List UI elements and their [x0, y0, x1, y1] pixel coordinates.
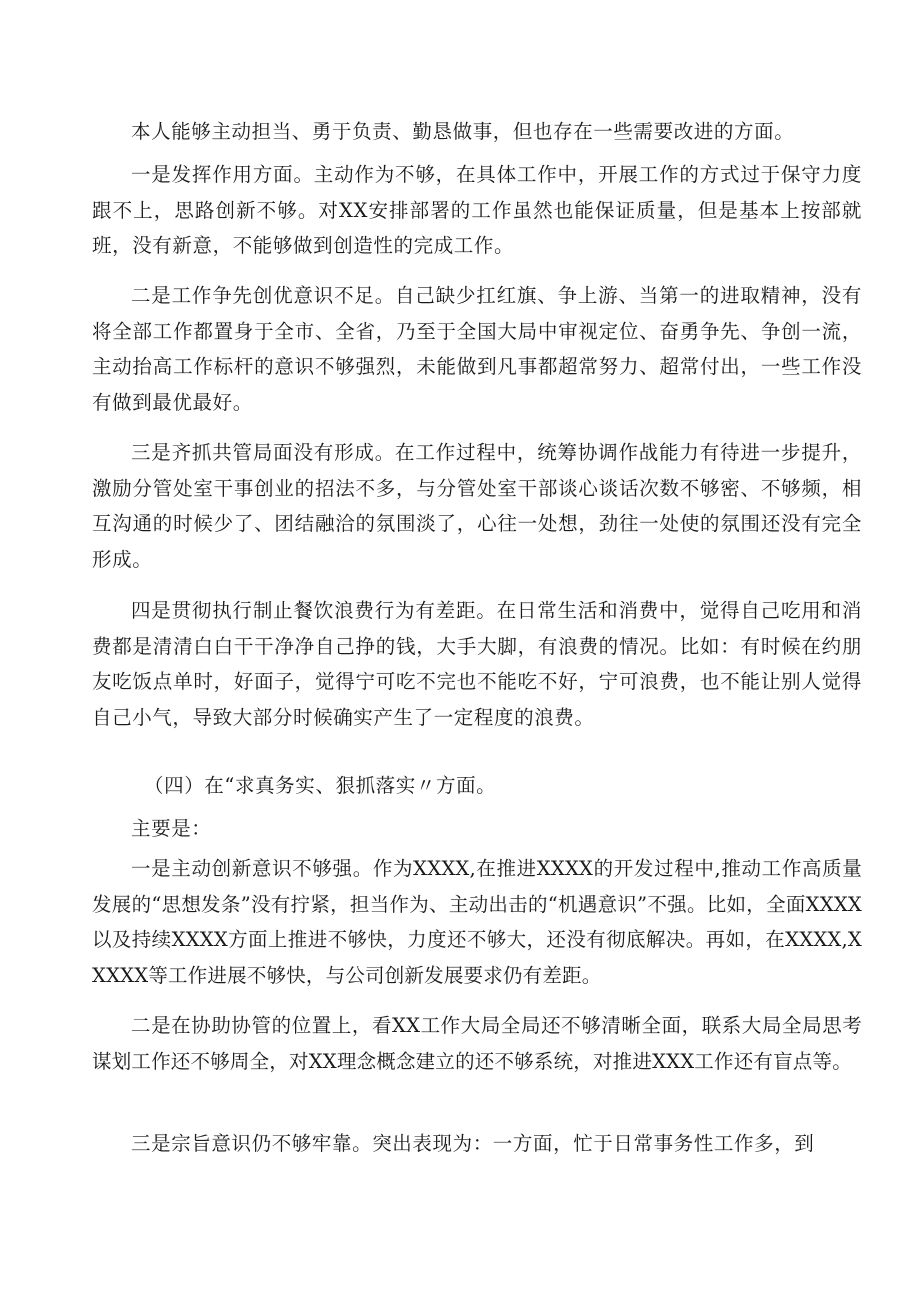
paragraph-main-points: 主要是：: [131, 817, 212, 840]
paragraph-excellence: 二是工作争先创优意识不足。自己缺少扛红旗、争上游、当第一的进取精神，没有将全部工作都置身于全市、全省，乃至于全国大局中审视定位、奋勇争先、争创一流，主动抬高工作标杆的意识不够强烈，未能做到凡事都超常努力、超常付出，一些工作没有做到最优最好。: [92, 284, 862, 414]
paragraph-purpose: 三是宗旨意识仍不够牢靠。突出表现为：一方面，忙于日常事务性工作多，到: [131, 1132, 815, 1155]
paragraph-assistance: 二是在协助协管的位置上，看XX工作大局全局还不够清晰全面，联系大局全局思考谋划工作还不够周全，对XX理念概念建立的还不够系统，对推进XXX工作还有盲点等。: [92, 1014, 862, 1073]
section-heading: （四）在“求真务实、狠抓落实〃方面。: [144, 774, 497, 797]
paragraph-intro: 本人能够主动担当、勇于负责、勤恳做事，但也存在一些需要改进的方面。: [131, 120, 795, 143]
paragraph-waste: 四是贯彻执行制止餐饮浪费行为有差距。在日常生活和消费中，觉得自己吃用和消费都是清清白白干干净净自己挣的钱，大手大脚，有浪费的情况。比如：有时候在约朋友吃饭点单时，好面子，觉得宁可吃不完也不能吃不好，宁可浪费，也不能让别人觉得自己小气，导致大部分时候确实产生了一定程度的浪费。: [92, 599, 862, 729]
paragraph-role: 一是发挥作用方面。主动作为不够，在具体工作中，开展工作的方式过于保守力度跟不上，思路创新不够。对XX安排部署的工作虽然也能保证质量，但是基本上按部就班，没有新意，不能够做到创造性的完成工作。: [92, 163, 862, 257]
paragraph-innovation: 一是主动创新意识不够强。作为XXXX,在推进XXXX的开发过程中,推动工作高质量发展的“思想发条”没有拧紧，担当作为、主动出击的“机遇意识”不强。比如，全面XXXX以及持续XXXX方面上推进不够快，力度还不够大，还没有彻底解决。再如，在XXXX,XXXXX等工作进展不够快，与公司创新发展要求仍有差距。: [92, 857, 862, 987]
paragraph-coordination: 三是齐抓共管局面没有形成。在工作过程中，统筹协调作战能力有待进一步提升，激励分管处室干事创业的招法不多，与分管处室干部谈心谈话次数不够密、不够频，相互沟通的时候少了、团结融洽的氛围淡了，心往一处想，劲往一处使的氛围还没有完全形成。: [92, 441, 862, 571]
